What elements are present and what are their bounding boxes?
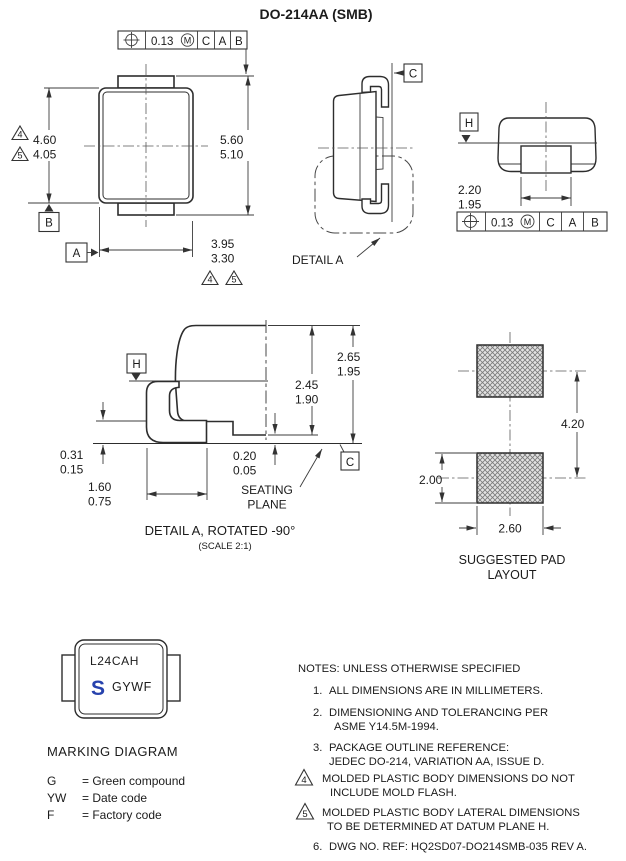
datum-c — [394, 64, 422, 82]
legend-value: = Date code — [82, 791, 148, 805]
dim-terminal-min: 1.95 — [458, 197, 482, 212]
svg-text:B: B — [45, 217, 53, 230]
legend-value: = Green compound — [82, 774, 186, 788]
svg-text:C: C — [345, 457, 355, 469]
note-flag-4 — [12, 126, 28, 140]
fcf-datum-1: C — [201, 35, 211, 48]
dim-lead-thickness-min: 0.15 — [60, 462, 84, 477]
marking-diagram — [47, 640, 185, 822]
note-number: 1. — [313, 685, 323, 697]
legend-value: = Factory code — [82, 808, 162, 822]
svg-text:H: H — [132, 359, 141, 371]
note-text: INCLUDE MOLD FLASH. — [330, 787, 457, 799]
left-terminal — [62, 655, 76, 701]
detail-a-view — [60, 320, 362, 552]
marking-caption: MARKING DIAGRAM — [47, 744, 178, 759]
svg-text:H: H — [464, 118, 474, 130]
dim-pad-height: 2.00 — [419, 473, 443, 487]
detail-caption: DETAIL A, ROTATED -90° — [144, 523, 296, 538]
dim-foot-length-min: 0.75 — [88, 494, 112, 509]
body-outline — [334, 92, 377, 202]
svg-text:5: 5 — [302, 809, 308, 820]
legend-key: YW — [47, 791, 67, 805]
end-view — [457, 102, 607, 231]
notes — [296, 663, 588, 853]
feature-control-frame-bottom — [457, 212, 607, 231]
note-text: MOLDED PLASTIC BODY LATERAL DIMENSIONS — [322, 807, 580, 819]
note-text: PACKAGE OUTLINE REFERENCE: — [329, 742, 510, 754]
dim-overall-min: 5.10 — [220, 147, 244, 162]
side-view — [292, 63, 422, 267]
note-flag-4 — [202, 271, 218, 285]
dim-foot-length-max: 1.60 — [88, 480, 112, 494]
fcf-datum-2: A — [568, 217, 577, 230]
dim-standoff-min: 0.05 — [233, 463, 257, 478]
svg-text:5: 5 — [17, 150, 23, 161]
note-text: DWG NO. REF: HQ2SD07-DO214SMB-035 REV A. — [329, 841, 588, 853]
note-text: ASME Y14.5M-1994. — [334, 721, 439, 733]
note-text: MOLDED PLASTIC BODY DIMENSIONS DO NOT — [322, 773, 575, 785]
dim-overall-max: 5.60 — [220, 133, 244, 147]
note-text: ALL DIMENSIONS ARE IN MILLIMETERS. — [329, 685, 544, 697]
note-number: 3. — [313, 742, 323, 754]
svg-text:4: 4 — [301, 775, 307, 786]
note-flag-4 — [296, 770, 313, 787]
note-number: 2. — [313, 707, 323, 719]
dim-body-height-min: 4.05 — [33, 147, 57, 162]
dim-lead-thickness-max: 0.31 — [60, 448, 84, 462]
pad-layout-caption: LAYOUT — [487, 568, 537, 582]
fcf-datum-1: C — [546, 217, 555, 230]
package-outline — [75, 640, 167, 718]
fcf-datum-3: B — [591, 217, 599, 230]
dim-body-width-max: 3.95 — [211, 237, 235, 251]
seating-plane-leader — [300, 449, 322, 487]
svg-text:M: M — [183, 35, 192, 46]
detail-scale: (SCALE 2:1) — [198, 541, 252, 552]
svg-text:M: M — [523, 216, 532, 227]
svg-text:4: 4 — [207, 274, 213, 285]
pad-layout — [419, 332, 588, 582]
legend-key: G — [47, 774, 57, 788]
note-flag-5 — [226, 271, 242, 285]
datum-h — [460, 113, 478, 143]
front-view — [12, 64, 254, 285]
note-text: TO BE DETERMINED AT DATUM PLANE H. — [327, 821, 550, 833]
vendor-logo-icon: S — [91, 677, 106, 700]
note-number: 6. — [313, 841, 323, 853]
dim-body-width-min: 3.30 — [211, 251, 235, 266]
fcf-tolerance: 0.13 — [491, 217, 514, 230]
datum-h — [127, 354, 146, 381]
fcf-datum-2: A — [218, 35, 227, 48]
note-text: DIMENSIONING AND TOLERANCING PER — [329, 707, 549, 719]
dim-pad-width: 2.60 — [498, 521, 522, 536]
fcf-tolerance: 0.13 — [151, 35, 174, 48]
detail-leader — [357, 238, 380, 257]
dim-overall-height-min: 1.95 — [337, 364, 361, 379]
note-flag-5 — [12, 147, 28, 161]
page-title: DO-214AA (SMB) — [259, 6, 373, 22]
dim-standoff-max: 0.20 — [233, 449, 257, 463]
dim-body-height-min: 1.90 — [295, 392, 319, 407]
dim-body-height-max: 2.45 — [295, 378, 319, 392]
datum-a — [66, 243, 99, 262]
pad-top — [477, 345, 543, 397]
datum-c — [340, 445, 359, 471]
seating-plane-label: PLANE — [247, 497, 287, 512]
marking-part-code: L24CAH — [90, 654, 139, 668]
note-text: JEDEC DO-214, VARIATION AA, ISSUE D. — [329, 756, 545, 768]
seating-plane-label: SEATING — [241, 483, 293, 497]
leadframe-step — [376, 117, 383, 170]
dim-terminal-max: 2.20 — [458, 183, 482, 197]
pad-layout-caption: SUGGESTED PAD — [458, 553, 566, 567]
marking-lot-code: GYWF — [112, 680, 152, 694]
body-outline — [175, 326, 266, 436]
marking-legend — [47, 774, 185, 822]
feature-control-frame-top — [118, 31, 247, 74]
dim-pad-pitch: 4.20 — [561, 417, 585, 431]
legend-key: F — [47, 808, 55, 822]
svg-text:5: 5 — [231, 274, 237, 285]
svg-text:C: C — [408, 68, 418, 81]
dim-body-height-max: 4.60 — [33, 133, 57, 147]
note-flag-5 — [297, 804, 314, 821]
dim-overall-height-max: 2.65 — [337, 350, 361, 364]
svg-text:4: 4 — [17, 129, 23, 140]
right-terminal — [167, 655, 181, 701]
detail-label: DETAIL A — [292, 253, 344, 267]
notes-header: NOTES: UNLESS OTHERWISE SPECIFIED — [298, 663, 521, 675]
pad-bottom — [477, 453, 543, 503]
svg-text:A: A — [72, 248, 81, 260]
fcf-datum-3: B — [234, 35, 243, 48]
datum-b — [39, 204, 59, 232]
